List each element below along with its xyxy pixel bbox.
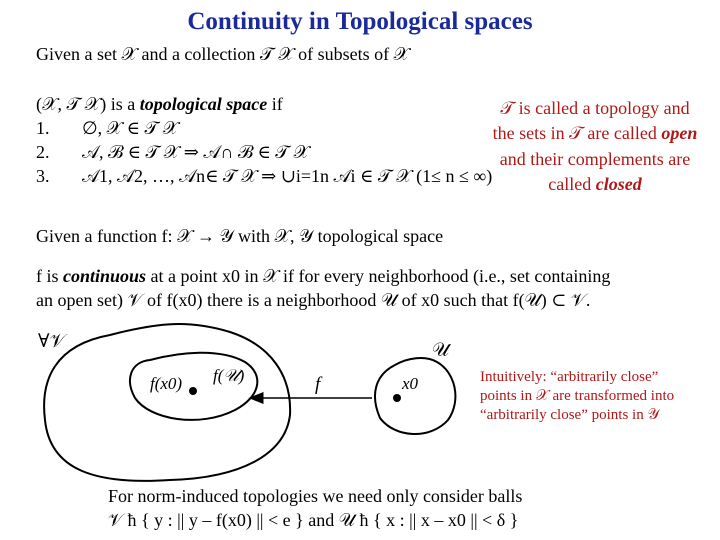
point-x0 (393, 394, 401, 402)
open-term: open (661, 123, 698, 143)
intuition-line-2: points in 𝒳 are transformed into (480, 388, 675, 404)
fx0-label: f(x0) (150, 374, 183, 393)
axiom-text: 𝒜1, 𝒜2, …, 𝒜n∈ 𝒯 𝒳 ⇒ ∪i=1n 𝒜i ∈ 𝒯 𝒳 (1≤ n ≤ ∞) (82, 166, 493, 186)
x0-label: x0 (402, 374, 419, 393)
intuition-line-3: “arbitrarily close” points in 𝒴 (480, 407, 660, 423)
page-title: Continuity in Topological spaces (187, 8, 533, 35)
axiom-number: 2. (36, 142, 50, 162)
intro-line: Given a set 𝒳 and a collection 𝒯 𝒳 of subsets of 𝒳 (36, 44, 410, 64)
continuity-pre: f is (36, 266, 63, 286)
closed-term: closed (595, 174, 642, 194)
neighborhood-u-region (375, 358, 455, 434)
definition-head-post: if (267, 94, 283, 114)
continuity-line-2: an open set) 𝒱 of f(x0) there is a neighborhood 𝒰 of x0 such that f(𝒰) ⊂ 𝒱. (36, 290, 591, 310)
axiom-text: ∅, 𝒳 ∈ 𝒯 𝒳 (82, 118, 179, 138)
norm-line-2: 𝒱 ħ { y : || y – f(x0) || < e } and 𝒰 ħ { x : || x – x0 || < δ } (108, 510, 519, 530)
definition-head-pre: (𝒳, 𝒯 𝒳) is a (36, 94, 140, 114)
axiom-number: 3. (36, 166, 50, 186)
function-line: Given a function f: 𝒳 → 𝒴 with 𝒳, 𝒴 topological space (36, 226, 444, 246)
point-fx0 (189, 387, 197, 395)
u-label: 𝒰 (432, 340, 450, 361)
f-map-label: f (315, 374, 321, 395)
side-note-line-3: and their complements are (499, 149, 691, 169)
forall-v-label: ∀𝒱 (38, 331, 66, 352)
axiom-number: 1. (36, 118, 50, 138)
continuous-term: continuous (63, 266, 147, 286)
topological-space-term: topological space (139, 94, 268, 114)
norm-line-1: For norm-induced topologies we need only consider balls (108, 486, 523, 506)
side-note-open-pre: the sets in 𝒯 are called (492, 123, 662, 143)
side-note-line-1: 𝒯 is called a topology and (500, 98, 690, 118)
intuition-line-1: Intuitively: “arbitrarily close” (480, 369, 659, 385)
continuity-post: at a point x0 in 𝒳 if for every neighborhood (i.e., set containing (146, 266, 611, 286)
axiom-text: 𝒜, ℬ ∈ 𝒯 𝒳 ⇒ 𝒜∩ ℬ ∈ 𝒯 𝒳 (82, 142, 310, 162)
neighborhood-v-region (44, 324, 290, 481)
side-note-closed-pre: called (548, 174, 596, 194)
fu-label: f(𝒰) (213, 366, 245, 385)
